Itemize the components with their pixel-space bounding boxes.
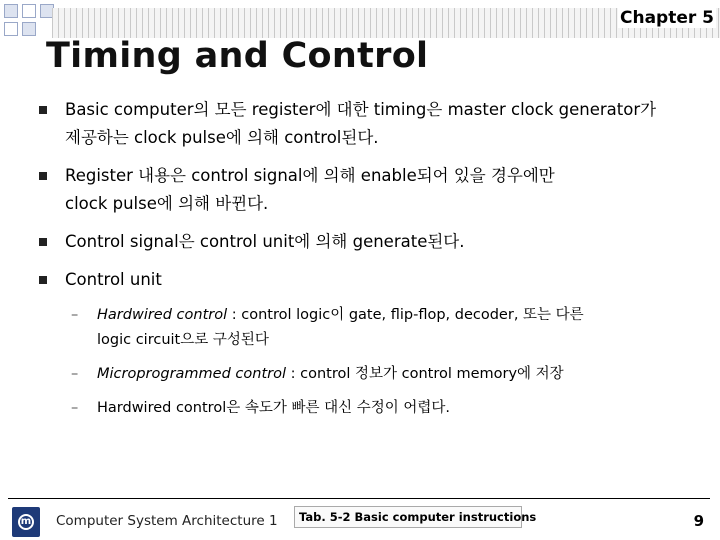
slide-content	[36, 96, 708, 421]
sub-item-rest: : control logic이 gate, flip-flop, decoder, 또는 다른	[227, 307, 584, 323]
bullet-text: Register 내용은 control signal에 의해 enable되어 있을 경우에만	[65, 166, 555, 185]
dash-marker: –	[71, 400, 79, 416]
bullet-text: Control signal은 control unit에 의해 generate된다.	[65, 232, 465, 251]
square-bullet-icon	[39, 172, 47, 180]
sub-item-text	[97, 362, 708, 387]
square-bullet-icon	[39, 238, 47, 246]
bullet-item	[36, 266, 708, 294]
university-logo-icon: m	[12, 507, 40, 537]
dash-marker: –	[71, 366, 79, 382]
square-bullet-icon	[39, 276, 47, 284]
bullet-item	[36, 96, 708, 152]
bullet-item	[36, 228, 708, 256]
term-emphasis: Microprogrammed control	[97, 366, 286, 382]
bullet-text: clock pulse에 의해 바뀐다.	[65, 194, 269, 213]
footer-divider	[8, 498, 710, 499]
chapter-label: Chapter 5	[619, 8, 714, 28]
sub-item-text: Hardwired control은 속도가 빠른 대신 수정이 어렵다.	[97, 400, 450, 416]
decorative-squares	[0, 0, 60, 40]
bullet-text: Basic computer의 모든 register에 대한 timing은 master clock generator가	[65, 100, 657, 119]
slide-title: Timing and Control	[46, 36, 429, 76]
sub-item	[36, 303, 708, 353]
sub-item	[36, 396, 708, 421]
bullet-text: 제공하는 clock pulse에 의해 control된다.	[65, 128, 379, 147]
page-number: 9	[693, 512, 704, 530]
sub-item	[36, 362, 708, 387]
term-emphasis: Hardwired control	[97, 307, 228, 323]
sub-item-text	[97, 303, 708, 328]
bullet-text: Control unit	[65, 270, 162, 289]
square-bullet-icon	[39, 106, 47, 114]
sub-item-rest: : control 정보가 control memory에 저장	[286, 366, 564, 382]
bullet-item	[36, 162, 708, 218]
table-reference-link[interactable]: Tab. 5-2 Basic computer instructions	[294, 506, 522, 528]
dash-marker: –	[71, 307, 79, 323]
sub-item-text: logic circuit으로 구성된다	[97, 332, 269, 348]
footer-course-title: Computer System Architecture 1	[56, 513, 278, 529]
